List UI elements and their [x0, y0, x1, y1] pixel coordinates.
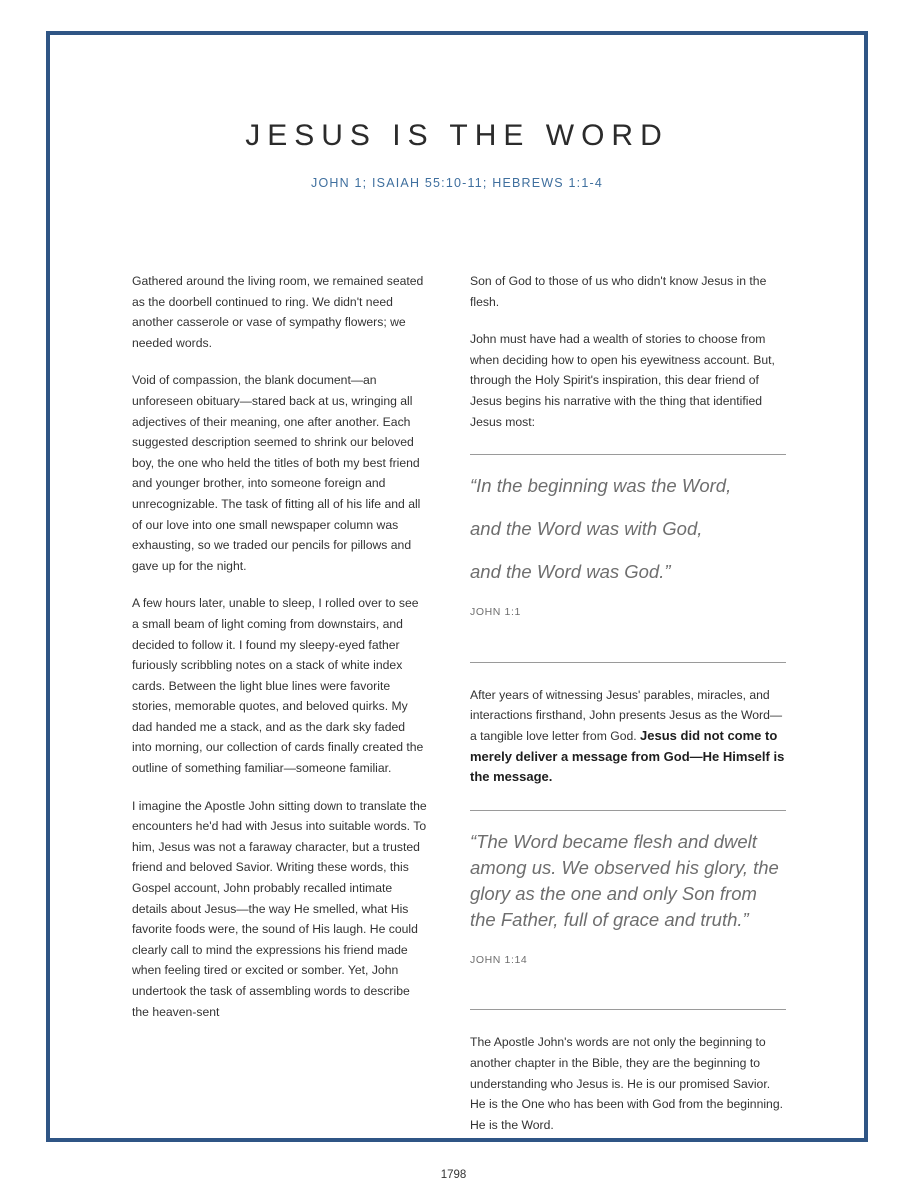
paragraph: John must have had a wealth of stories to choose from when deciding how to open his eyewitness account. But, through the Holy Spirit's inspiration, this dear friend of Jesus begins his narrative with the thing that identified Jesus most:	[470, 332, 775, 429]
paragraph	[470, 685, 786, 788]
paragraph: Son of God to those of us who didn't know Jesus in the flesh.	[470, 274, 767, 309]
quote-reference: JOHN 1:1	[470, 606, 521, 619]
paragraph: The Apostle John's words are not only the beginning to another chapter in the Bible, they are the beginning to understanding who Jesus is. He is our promised Savior. He is the One who has been with God from the beginning. He is the Word.	[470, 1035, 784, 1132]
quote-reference: JOHN 1:14	[470, 953, 528, 966]
paragraph: Gathered around the living room, we remained seated as the doorbell continued to ring. We didn't need another casserole or vase of sympathy flowers; we needed words.	[132, 274, 424, 350]
divider	[470, 1009, 786, 1010]
pull-quote	[470, 455, 786, 662]
paragraph: Void of compassion, the blank document—an unforeseen obituary—stared back at us, wringing all adjectives of their meaning, one after another. Each suggested description seemed to shrink our beloved boy, the one who held the titles of both my best friend and younger brother, into someone foreign and unrecognizable. The task of fitting all of his life and all of our love into one small newspaper column was exhausting, so we traded our pencils for pillows and gave up for the night.	[132, 373, 421, 573]
paragraph: A few hours later, unable to sleep, I rolled over to see a small beam of light coming from downstairs, and decided to follow it. I found my sleepy-eyed father furiously scribbling notes on a stack of white index cards. Between the light blue lines were favorite stories, memorable quotes, and beloved quirks. My dad handed me a stack, and as the dark sky faded into morning, our collection of cards finally created the outline of something familiar—someone familiar.	[132, 596, 424, 776]
page-frame	[46, 31, 868, 1142]
page-number: 1798	[440, 1169, 467, 1181]
left-column	[132, 271, 428, 1039]
divider	[470, 662, 786, 663]
page-title: JESUS IS THE WORD	[245, 119, 669, 152]
paragraph-text: After years of witnessing Jesus' parables, miracles, and interactions firsthand, John presents Jesus as the Word—a tangible love letter from God.	[470, 687, 783, 743]
pull-quote	[470, 811, 786, 1010]
quote-line: and the Word was with God,	[470, 518, 703, 540]
right-column	[470, 271, 786, 1152]
quote-line: and the Word was God.”	[470, 561, 671, 583]
paragraph: I imagine the Apostle John sitting down to translate the encounters he'd had with Jesus into suitable words. To him, Jesus was not a faraway character, but a trusted friend and beloved Savior. Writing these words, this Gospel account, John probably recalled intimate details about Jesus—the way He smelled, what His favorite foods were, the sound of His laugh. He could clearly call to mind the expressions his friend made when feeling tired or excited or somber. Yet, John undertook the task of assembling words to describe the heaven-sent	[132, 798, 427, 1019]
scripture-references: JOHN 1; ISAIAH 55:10-11; HEBREWS 1:1-4	[311, 176, 603, 190]
quote-text: “The Word became flesh and dwelt among us. We observed his glory, the glory as the one and only Son from the Father, full of grace and truth.”	[470, 830, 779, 930]
emphasis-text: Jesus did not come to merely deliver a message from God—He Himself is the message.	[470, 727, 785, 785]
quote-line: “In the beginning was the Word,	[470, 475, 732, 497]
